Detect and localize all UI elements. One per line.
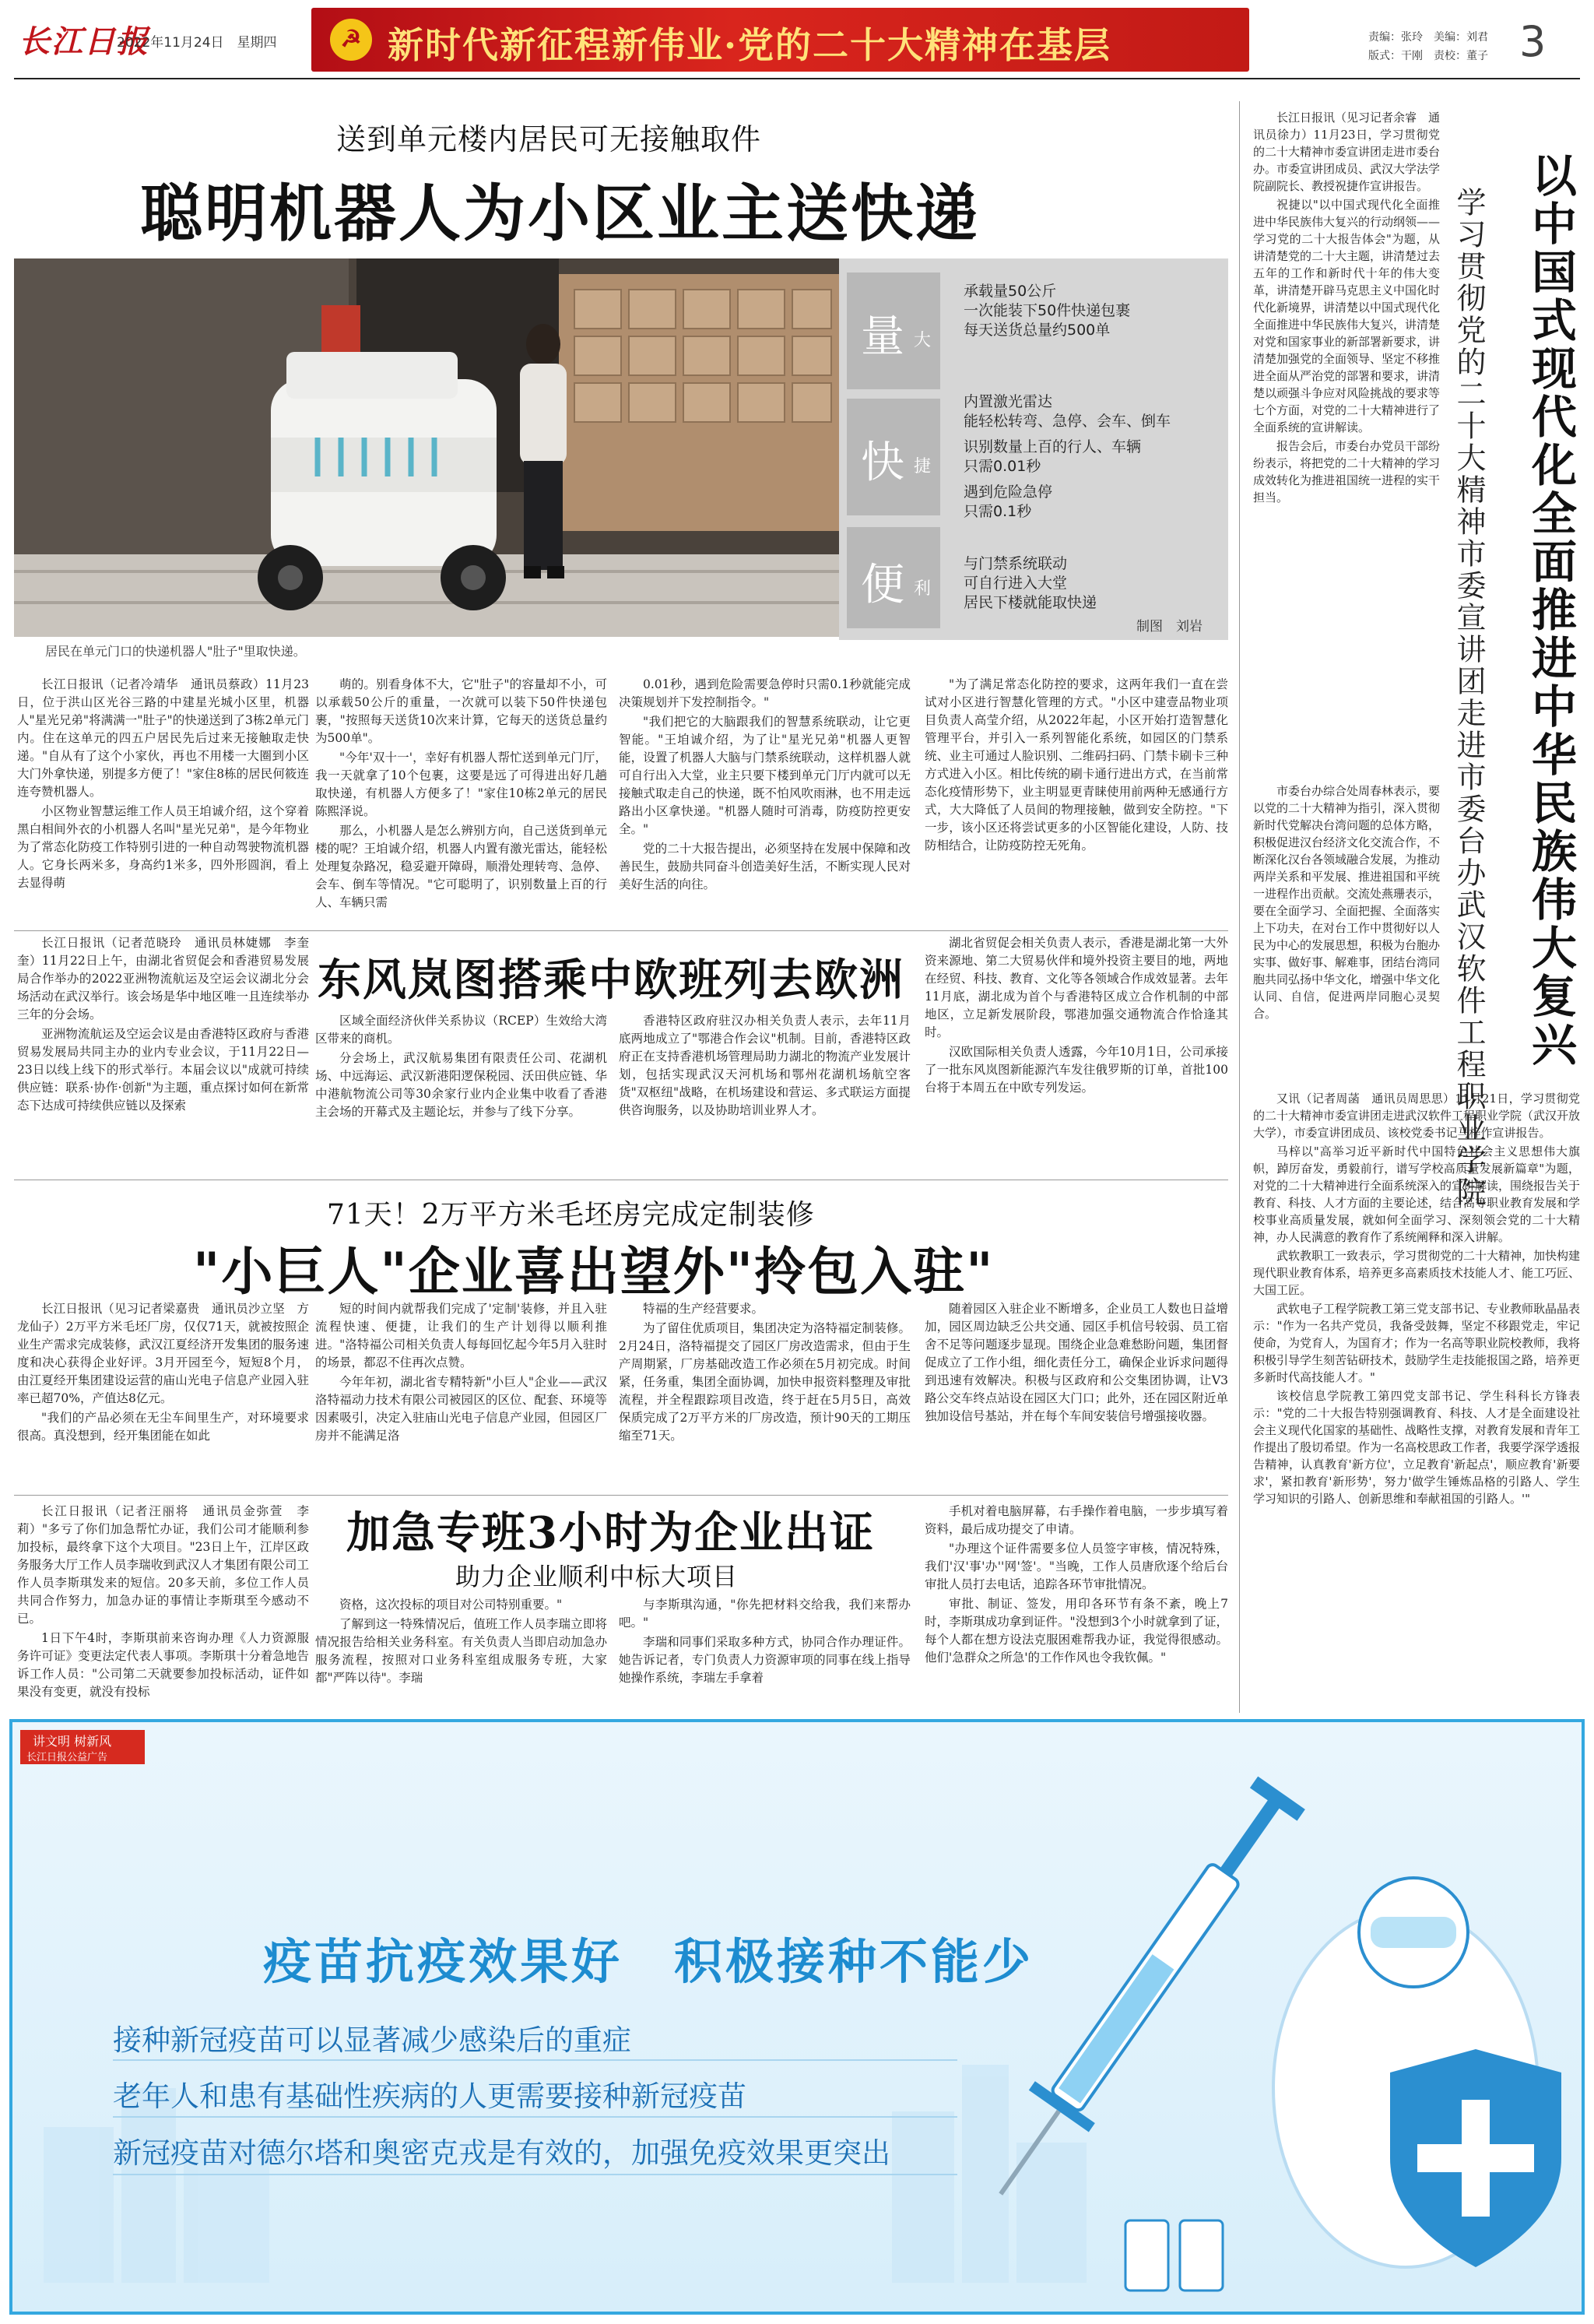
info-line: 与门禁系统联动 [964, 555, 1068, 572]
ad-title: 疫苗抗疫效果好 积极接种不能少 [263, 1933, 1034, 1990]
info-label-big: 快 [861, 438, 904, 488]
info-label-big: 便 [861, 560, 904, 610]
paragraph: 1日下午4时，李斯琪前来咨询办理《人力资源服务许可证》变更法定代表人事项。李斯琪十分着急地告诉工作人员："公司第二天就要参加投标活动，证件如果没有变更，就没有投标 [17, 1631, 309, 1699]
paragraph: 武软电子工程学院教工第三党支部书记、专业教师耿晶晶表示："作为一名共产党员，我备受鼓舞，坚定不移跟党走，牢记使命，为党育人，为国育才；作为一名高等职业院校教师，我将积极引导学生刻苦钻研技术，鼓励学生走技能报国之路，培养更多新时代高技能人才。" [1253, 1302, 1580, 1384]
info-text-speed [964, 392, 1171, 522]
info-label-big: 量 [861, 311, 904, 362]
banner-title: 新时代新征程新伟业·党的二十大精神在基层 [388, 24, 1112, 66]
info-line: 只需0.01秒 [964, 458, 1041, 475]
info-text-volume [964, 282, 1130, 340]
info-text-convenience [964, 554, 1097, 613]
paragraph: 审批、制证、签发，用印各环节有条不紊，晚上7时，李斯琪成功拿到证件。"没想到3个小时就拿到了证，每个人都在想方设法克服困难帮我办证，我觉得很感动。他们'急群众之所急'的工作作风也令我钦佩。" [925, 1597, 1228, 1665]
right-column-divider [1239, 101, 1240, 1713]
ad-line-1: 接种新冠疫苗可以显著减少感染后的重症 [113, 2023, 631, 2057]
paragraph: 小区物业智慧运维工作人员王垍诚介绍，这个穿着黑白相间外衣的小机器人名叫"星光兄弟"，是今年物业为了常态化防疫工作特别引进的一种自动驾驶物流机器人。它身长两米多，身高约1米多，四外形圆润，看上去显得萌 [17, 804, 309, 890]
paragraph: 了解到这一特殊情况后，值班工作人员李瑞立即将情况报告给相关业务科室。有关负责人当即启动加急办服务流程，按照对口业务科室组成服务专班，大家都"严阵以待"。李瑞 [315, 1617, 607, 1685]
right-text-lower [1253, 1090, 1580, 1713]
paragraph: 马梓以"高举习近平新时代中国特色社会主义思想伟大旗帜，踔厉奋发，勇毅前行，谱写学校高质量发展新篇章"为题，对党的二十大精神进行全面系统深入的宣讲解读，围绕报告关于教育、科技、人才方面的主要论述，结合高等职业教育发展和学校事业高质量发展，就如何全面学习、深刻领会党的二十大精神，办人民满意的教育作了系统阐释和深入讲解。 [1253, 1144, 1580, 1244]
paragraph: 那么，小机器人是怎么辨别方向，自己送货到单元楼的呢？王垍诚介绍，机器人内置有激光雷达，能轻松处理复杂路况，稳妥避开障碍，顺滑处理转弯、急停、会车、倒车等情况。"它可聪明了，识别数量上百的行人、车辆只需 [315, 824, 607, 909]
ad-line-2: 老年人和患有基础性疾病的人更需要接种新冠疫苗 [113, 2080, 746, 2113]
ad-line-divider [113, 2174, 957, 2175]
paragraph: "我们的产品必须在无尘车间里生产，对环境要求很高。真没想到，经开集团能在如此 [17, 1411, 309, 1443]
paragraph: 湖北省贸促会相关负责人表示，香港是湖北第一大外资来源地、第二大贸易伙伴和境外投资主要目的地，两地在经贸、科技、教育、文化等各领域合作成效显著。去年11月底，湖北成为首个与香港特区成立合作机制的中部地区，立足新发展阶段，鄂港加强交通物流合作恰逢其时。 [925, 936, 1228, 1039]
editor-line-1: 责编：张玲 美编：刘君 [1368, 31, 1488, 44]
robot-infographic [839, 258, 1228, 640]
info-line: 一次能装下50件快递包裹 [964, 302, 1131, 319]
info-line: 可自行进入大堂 [964, 575, 1068, 592]
info-line: 内置激光雷达 [964, 393, 1053, 410]
article1-divider [14, 930, 1228, 931]
paragraph: 0.01秒，遇到危险需要急停时只需0.1秒就能完成决策规划并下发控制指令。" [619, 677, 911, 709]
paragraph: 又讯（记者周菡 通讯员周思思）11月21日，学习贯彻党的二十大精神市委宣讲团走进武汉软件工程职业学院（武汉开放大学），市委宣讲团成员、该校党委书记马梓作宣讲报告。 [1253, 1092, 1580, 1140]
article3-kicker: 71天！2万平方米毛坯房完成定制装修 [327, 1199, 815, 1231]
info-line: 遇到危险急停 [964, 483, 1053, 501]
article4-column-1 [17, 1503, 309, 1709]
info-line: 承载量50公斤 [964, 283, 1057, 300]
article1-column-4 [925, 676, 1228, 925]
editor-info [1368, 28, 1504, 65]
article3-column-4 [925, 1300, 1228, 1491]
info-line: 能轻松转弯、急停、会车、倒车 [964, 413, 1171, 430]
article4-subhead: 助力企业顺利中标大项目 [455, 1562, 739, 1591]
paragraph: 短的时间内就帮我们完成了'定制'装修，并且入驻流程快速、便捷，让我们的生产计划得以顺利推进。"洛特福公司相关负责人每每回忆起今年5月入驻时的场景，都忍不住再次点赞。 [315, 1302, 607, 1369]
paragraph: 市委台办综合处周春林表示，要以党的二十大精神为指引，深入贯彻新时代党解决台湾问题的总体方略，积极促进汉台经济文化交流合作，不断深化汉台各领域融合发展，为推动两岸关系和平发展、推进祖国和平统一进程作出贡献。交流处燕珊表示，要在全面学习、全面把握、全面落实上下功夫，在对台工作中贯彻好以人民为中心的发展思想，积极为台胞办实事、做好事、解难事，团结台湾同胞共同弘扬中华文化，增强中华文化认同、自信，促进两岸同胞心灵契合。 [1253, 784, 1440, 1021]
info-label-volume [847, 272, 940, 389]
ad-line-divider [113, 2116, 957, 2118]
article4-column-3 [619, 1596, 911, 1709]
editor-line-2: 版式：干刚 责校：董子 [1368, 50, 1488, 62]
info-label-small: 大 [914, 331, 932, 350]
article1-column-2 [315, 676, 607, 925]
ad-tag-line-2: 长江日报公益广告 [26, 1752, 108, 1763]
article3-divider [14, 1495, 1228, 1496]
article3-column-1 [17, 1300, 309, 1491]
right-text-upper [1253, 109, 1440, 779]
page-number: 3 [1519, 17, 1547, 66]
paragraph: 随着园区入驻企业不断增多，企业员工人数也日益增加，园区周边缺乏公共交通、园区手机信号较弱、员工宿舍不足等问题逐步显现。围绕企业急难愁盼问题，集团督促成立了工作小组，细化责任分工，确保企业诉求问题得到迅速有效解决。积极与区政府和公交集团协调，让V3路公交车终点站设在园区大门口；此外，还在园区附近单独加设信号基站，并在每个车间安装信号增强接收器。 [925, 1302, 1228, 1423]
article1-kicker: 送到单元楼内居民可无接触取件 [336, 122, 762, 156]
article4-column-2 [315, 1596, 607, 1709]
article2-headline: 东风岚图搭乘中欧班列去欧洲 [318, 955, 904, 1006]
right-feature-subtitle: 学习贯彻党的二十大精神市委宣讲团走进市委台办武汉软件工程职业学院 [1452, 187, 1486, 1208]
paragraph: "为了满足常态化防控的要求，这两年我们一直在尝试对小区进行智慧化管理的方式。"小区中建壹品物业项目负责人高莹介绍，从2022年起，小区开始打造智慧化管理平台，并引入一系列智能化系统，如园区的门禁系统、业主可通过人脸识别、二维码扫码、门禁卡刷卡三种方式进入小区。相比传统的刷卡通行进出方式，在当前常态化疫情形势下，业主明显更青睐使用前两种无感通行方式，大大降低了人员间的物理接触，做到安全防控。"下一步，该小区还将尝试更多的小区智能化建设，人防、技防相结合，让防疫防控无死角。 [925, 677, 1228, 853]
paragraph: 手机对着电脑屏幕，右手操作着电脑，一步步填写着资料，最后成功提交了申请。 [925, 1504, 1228, 1536]
masthead-divider [14, 78, 1580, 79]
article2-column-2 [315, 1012, 607, 1172]
paragraph: 为了留住优质项目，集团决定为洛特福定制装修。2月24日，洛特福提交了园区厂房改造需求，但由于生产周期紧，厂房基础改造工作必须在5月初完成。时间紧，任务重，集团全面协调，加快申报资料整理及审批流程，并全程跟踪项目改造，终于赶在5月5日，高效保质完成了2万平方米的厂房改造，预计90天的工期压缩至71天。 [619, 1321, 911, 1443]
ad-line-divider [113, 2059, 957, 2061]
party-emblem-icon: ☭ [330, 19, 372, 61]
paragraph: 长江日报讯（记者汪丽将 通讯员金弥萱 李莉）"多亏了你们加急帮忙办证，我们公司才能顺利参加投标，最终拿下这个大项目。"23日上午，江岸区政务服务大厅工作人员李瑞收到武汉人才集团有限公司工作人员李斯琪发来的短信。20多天前，多位工作人员共同合作努力，加急办证的事情让李斯琪至今感动不已。 [17, 1504, 309, 1626]
paragraph: 特福的生产经营要求。 [643, 1302, 764, 1316]
paragraph: 长江日报讯（见习记者余睿 通讯员徐力）11月23日，学习贯彻党的二十大精神市委宣讲团走进市委台办。市委宣讲团成员、武汉大学法学院副院长、教授祝捷作宣讲报告。 [1253, 111, 1440, 193]
paragraph: 党的二十大报告提出，必须坚持在发展中保障和改善民生，鼓励共同奋斗创造美好生活，不断实现人民对美好生活的向往。 [619, 842, 911, 891]
article1-column-3 [619, 676, 911, 925]
info-label-small: 捷 [914, 457, 932, 476]
ad-line-3: 新冠疫苗对德尔塔和奥密克戎是有效的，加强免疫效果更突出 [113, 2136, 890, 2170]
article4-column-4 [925, 1503, 1228, 1709]
paragraph: 资格，这次投标的项目对公司特别重要。" [339, 1598, 563, 1612]
article1-column-1 [17, 676, 309, 925]
paragraph: 萌的。别看身体不大，它"肚子"的容量却不小，可以承载50公斤的重量，一次就可以装下50件快递包裹，"按照每天送货10次来计算，它每天的送货总量约为500单"。 [315, 677, 607, 745]
paragraph: 长江日报讯（见习记者梁嘉贵 通讯员沙立坚 方龙仙子）2万平方米毛坯厂房，仅仅71天，就被按照企业生产需求完成装修，武汉江夏经济开发集团的服务速度和决心获得企业好评。3月开园至今，短短8个月，由江夏经开集团建设运营的庙山光电子信息产业园入驻率已超70%，产值达8亿元。 [17, 1302, 309, 1405]
info-line: 每天送货总量约500单 [964, 322, 1111, 339]
info-line: 识别数量上百的行人、车辆 [964, 438, 1142, 455]
delivery-robot-photo [14, 258, 839, 637]
paragraph: 分会场上，武汉航易集团有限责任公司、花湖机场、中远海运、武汉新港阳逻保税园、沃田供应链、华中港航物流公司等30余家行业内企业集中收看了香港主会场的开幕式及主题论坛，并参与了线下分享。 [315, 1051, 607, 1119]
paragraph: 该校信息学院教工第四党支部书记、学生科科长方锋表示："党的二十大报告特别强调教育、科技、人才是全面建设社会主义现代化国家的基础性、战略性支撑，对教育发展和青年工作提出了殷切希望。作为一名高校思政工作者，我要学深学透报告精神，认真教育'新方位'，立足教育'新起点'，顺应教育'新要求'，紧扣教育'新形势'，努力'做学生锤炼品格的引路人、学生学习知识的引路人、创新思维和奉献祖国的引路人。'" [1253, 1389, 1580, 1506]
paragraph: 亚洲物流航运及空运会议是由香港特区政府与香港贸易发展局共同主办的业内专业会议，于11月22日—23日以线上线下的形式举行。本届会议以"成就可持续供应链：联系·协作·创新"为主题，重点探讨如何在新常态下达成可持续供应链以及探索 [17, 1027, 309, 1113]
right-feature-title: 以中国式现代化全面推进中华民族伟大复兴 [1524, 152, 1577, 1069]
issue-date: 2022年11月24日 星期四 [117, 35, 277, 51]
info-label-convenience [847, 527, 940, 628]
article3-headline: "小巨人"企业喜出望外"拎包入驻" [193, 1241, 995, 1302]
info-label-speed [847, 399, 940, 515]
photo-caption: 居民在单元门口的快递机器人"肚子"里取快递。 [45, 644, 306, 659]
paragraph: 长江日报讯（记者冷靖华 通讯员蔡政）11月23日，位于洪山区光谷三路的中建星光城小区里，机器人"星光兄弟"将满满一"肚子"的快递送到了3栋2单元门内。住在这单元的四五户居民先后过来无接触取走快递。"自从有了这个小家伙，再也不用楼一大圈到小区大门外拿快递，别提多方便了！"家住8栋的居民何筱连连夸赞机器人。 [17, 677, 309, 799]
article2-column-1 [17, 934, 309, 1172]
paragraph: "办理这个证件需要多位人员签字审核，情况特殊，我们'汉'事'办''网'签'。"当晚，工作人员唐欣逐个给后台审批人员打去电话，追踪各环节审批情况。 [925, 1542, 1228, 1591]
article1-headline: 聪明机器人为小区业主送快递 [140, 177, 980, 250]
info-line: 居民下楼就能取快递 [964, 594, 1097, 611]
article3-column-3 [619, 1300, 911, 1491]
article3-column-2 [315, 1300, 607, 1491]
infographic-credit: 制图 刘岩 [1136, 619, 1203, 635]
paragraph: 与李斯琪沟通，"你先把材料交给我，我们来帮办吧。" [619, 1598, 911, 1630]
right-text-middle [1253, 782, 1440, 1086]
ad-tag-line-1: 讲文明 树新风 [33, 1734, 112, 1749]
photo-illustration [14, 258, 839, 637]
paragraph: 区域全面经济伙伴关系协议（RCEP）生效给大湾区带来的商机。 [315, 1014, 607, 1046]
article4-headline: 加急专班3小时为企业出证 [346, 1507, 875, 1559]
paragraph: 香港特区政府驻汉办相关负责人表示，去年11月底两地成立了"鄂港合作会议"机制。目前，香港特区政府正在支持香港机场管理局助力湖北的物流产业发展计划，包括实现武汉天河机场和鄂州花湖机场航空客货"双枢纽"战略，在机场建设和营运、多式联运方面提供咨询服务，以及协助培训业界人才。 [619, 1014, 911, 1117]
paragraph: 报告会后，市委台办党员干部纷纷表示，将把党的二十大精神的学习成效转化为推进祖国统一进程的实干担当。 [1253, 439, 1440, 505]
paragraph: "今年'双十一'，幸好有机器人帮忙送到单元门厅，我一天就拿了10个包裹，这要是远了可得进出好几趟取快递，有机器人方便多了！"家住10栋2单元的居民陈熙泽说。 [315, 751, 607, 818]
article2-column-4 [925, 934, 1228, 1172]
paragraph: 长江日报讯（记者范晓玲 通讯员林婕娜 李奎奎）11月22日上午，由湖北省贸促会和香港贸易发展局合作举办的2022亚洲物流航运及空运会议湖北分会场活动在武汉举行。该会场是华中地区唯一且连续举办三年的分会场。 [17, 936, 309, 1021]
newspaper-logo: 长江日报 [19, 23, 149, 60]
paragraph: 李瑞和同事们采取多种方式，协同合作办理证件。她告诉记者，专门负责人力资源审项的同事在线上指导她操作系统，李瑞左手拿着 [619, 1635, 911, 1685]
paragraph: "我们把它的大脑跟我们的智慧系统联动，让它更智能。"王垍诚介绍，为了让"星光兄弟"机器人更智能，设置了机器人大脑与门禁系统联动，这样机器人就可自行出入大堂，业主只要下楼到单元门厅内就可以无接触式取走自己的快递，既不怕风吹雨淋，也不用走远路出小区拿快递。"机器人随时可消毒，防疫防控更安全。" [619, 715, 911, 836]
paragraph: 武软教职工一致表示，学习贯彻党的二十大精神，加快构建现代职业教育体系，培养更多高素质技术技能人才、能工巧匠、大国工匠。 [1253, 1249, 1580, 1297]
paragraph: 祝捷以"以中国式现代化全面推进中华民族伟大复兴的行动纲领——学习党的二十大报告体会"为题，从讲清楚党的二十大主题，讲清楚过去五年的工作和新时代十年的伟大变革，讲清楚开辟马克思主义中国化时代化新境界，讲清楚以中国式现代化全面推进中华民族伟大复兴，讲清楚对党和国家事业的新部署新要求，讲清楚加强党的全面领导、坚定不移推进全面从严治党的部署和要求，讲清楚以顽强斗争应对风险挑战的要求等七个方面，对党的二十大精神进行了全面系统的宣讲解读。 [1253, 198, 1440, 434]
paragraph: 今年年初，湖北省专精特新"小巨人"企业——武汉洛特福动力技术有限公司被园区的区位、配套、环境等因素吸引，决定入驻庙山光电子信息产业园，但园区厂房并不能满足洛 [315, 1375, 607, 1443]
article2-column-3 [619, 1012, 911, 1172]
paragraph: 汉欧国际相关负责人透露，今年10月1日，公司承接了一批东风岚图新能源汽车发往俄罗斯的订单，首批100台将于本周五在中欧专列发运。 [925, 1045, 1228, 1095]
info-line: 只需0.1秒 [964, 503, 1032, 520]
info-label-small: 利 [914, 579, 932, 599]
